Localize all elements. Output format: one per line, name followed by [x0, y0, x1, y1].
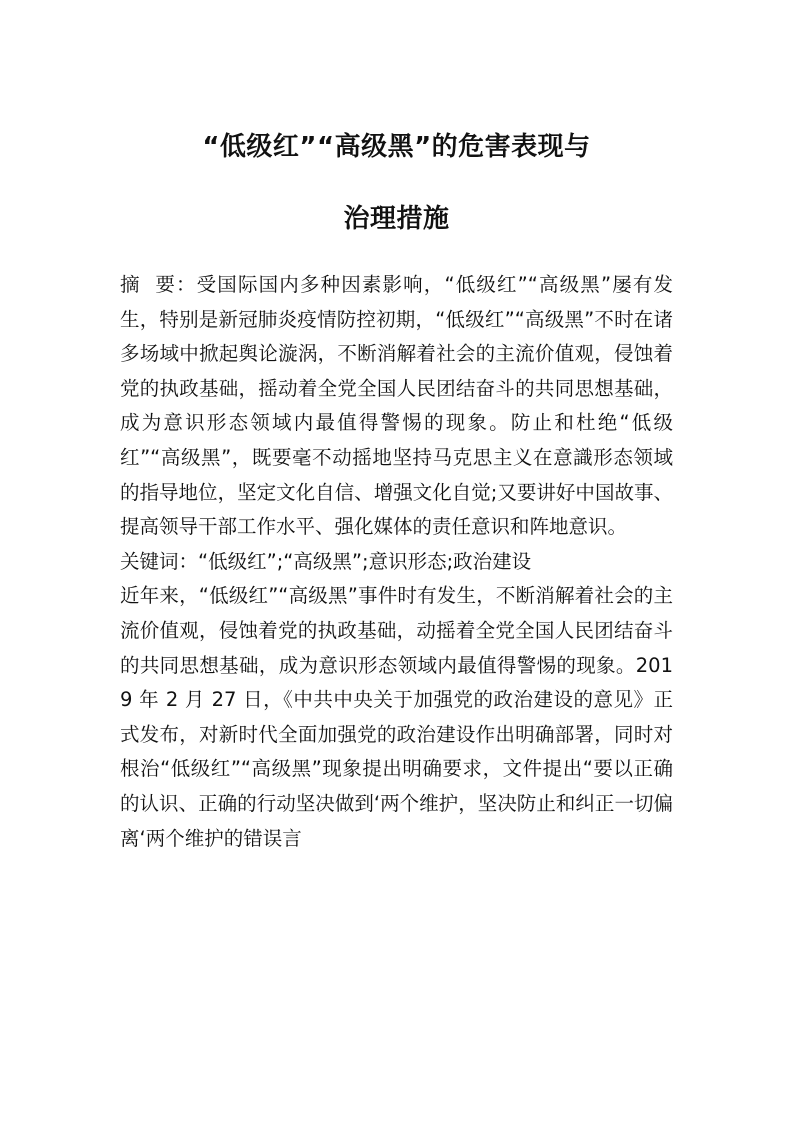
keywords-text: “低级红”;“高级黑”;意识形态;政治建设 [198, 549, 532, 573]
document-title-line-2: 治理措施 [343, 204, 450, 234]
abstract-label: 摘 要： [120, 273, 197, 296]
document-title-line-1: “低级红”“高级黑”的危害表现与 [202, 132, 591, 162]
abstract-text: 受国际国内多种因素影响，“低级红”“高级黑”屡有发生，特别是新冠肺炎疫情防控初期，“低级红”“高级黑”不时在诸多场域中掀起舆论漩涡，不断消解着社会的主流价值观，侵蚀着党的执政基础，摇动着全党全国人民团结奋斗的共同思想基础，成为意识形态领域内最值得警惕的现象。防止和杜绝“低级红”“高级黑”，既要毫不动摇地坚持马克思主义在意識形态领域的指导地位，坚定文化自信、增强文化自觉;又要讲好中国故事、提高领导干部工作水平、强化媒体的责任意识和阵地意识。 [120, 273, 673, 539]
keywords-paragraph [120, 545, 673, 580]
keywords-label: 关键词： [120, 549, 199, 573]
abstract-paragraph [120, 268, 673, 545]
body-paragraph: 近年来，“低级红”“高级黑”事件时有发生，不断消解着社会的主流价值观，侵蚀着党的执政基础，动摇着全党全国人民团结奋斗的共同思想基础，成为意识形态领域内最值得警惕的现象。2019 年 2 月 27 日，《中共中央关于加强党的政治建设的意见》正式发布，对新时代全面加强党的政治建设作出明确部署，同时对根治“低级红”“高级黑”现象提出明确要求，文件提出“要以正确的认识、正确的行动坚决做到‘两个维护，坚决防止和纠正一切偏离‘两个维护的错误言 [120, 584, 673, 850]
document-body [120, 268, 673, 856]
